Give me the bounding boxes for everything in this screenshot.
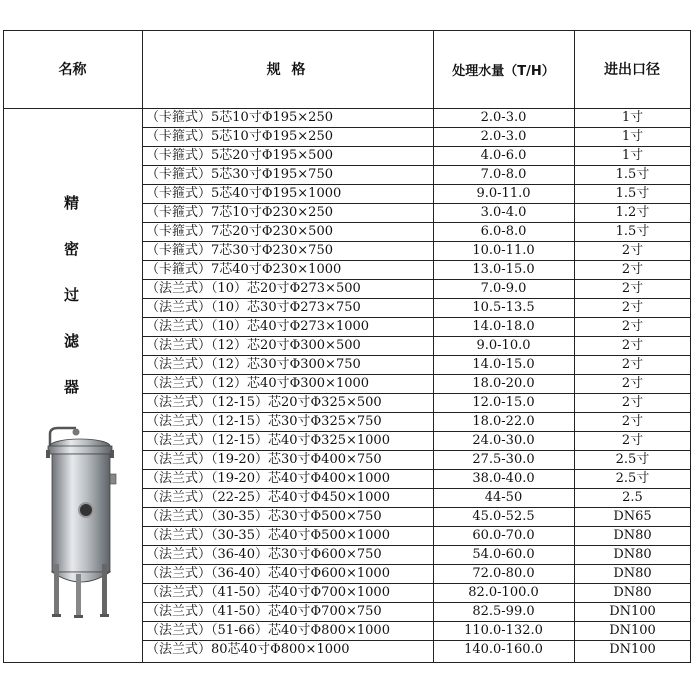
row-port: DN80	[613, 547, 652, 562]
row-port: 2寸	[621, 243, 644, 258]
row-port: 1寸	[621, 110, 644, 125]
row-spec: （卡箍式）5芯40寸Φ195×1000	[146, 186, 342, 201]
row-port: 1.5寸	[615, 186, 650, 201]
row-divider	[142, 203, 690, 204]
row-divider	[142, 602, 690, 603]
row-flow: 14.0-18.0	[472, 319, 535, 334]
row-port: 2寸	[621, 414, 644, 429]
filter-housing-image	[36, 424, 120, 618]
row-divider	[142, 431, 690, 432]
row-flow: 54.0-60.0	[472, 547, 535, 562]
row-flow: 110.0-132.0	[464, 623, 543, 638]
row-flow: 45.0-52.5	[472, 509, 535, 524]
row-flow: 9.0-11.0	[476, 186, 531, 201]
row-port: 2.5寸	[615, 452, 650, 467]
row-divider	[142, 184, 690, 185]
product-name-char: 滤	[64, 332, 80, 350]
header-name: 名称	[58, 62, 87, 78]
row-divider	[142, 336, 690, 337]
row-flow: 7.0-8.0	[480, 167, 527, 182]
row-flow: 18.0-20.0	[472, 376, 535, 391]
row-divider	[142, 545, 690, 546]
row-port: 2.5	[622, 490, 643, 505]
product-name-char: 过	[64, 286, 80, 304]
row-flow: 82.5-99.0	[472, 604, 535, 619]
row-spec: （法兰式）（12）芯40寸Φ300×1000	[146, 376, 370, 391]
row-spec: （法兰式）80芯40寸Φ800×1000	[146, 642, 350, 657]
product-name-char: 精	[64, 194, 80, 212]
row-flow: 10.0-11.0	[472, 243, 535, 258]
row-spec: （法兰式）（36-40）芯30寸Φ600×750	[146, 547, 382, 562]
row-flow: 140.0-160.0	[464, 642, 543, 657]
row-port: 2寸	[621, 357, 644, 372]
row-spec: （法兰式）（10）芯40寸Φ273×1000	[146, 319, 370, 334]
row-spec: （法兰式）（19-20）芯30寸Φ400×750	[146, 452, 382, 467]
row-divider	[142, 355, 690, 356]
row-spec: （卡箍式）7芯40寸Φ230×1000	[146, 262, 342, 277]
row-flow: 60.0-70.0	[472, 528, 535, 543]
row-divider	[142, 165, 690, 166]
row-spec: （法兰式）（12）芯20寸Φ300×500	[146, 338, 361, 353]
row-flow: 13.0-15.0	[472, 262, 535, 277]
row-spec: （法兰式）（22-25）芯40寸Φ450×1000	[146, 490, 390, 505]
header-spec: 规 格	[266, 62, 309, 78]
row-spec: （法兰式）（10）芯20寸Φ273×500	[146, 281, 361, 296]
row-spec: （卡箍式）5芯30寸Φ195×750	[146, 167, 333, 182]
row-spec: （卡箍式）5芯20寸Φ195×500	[146, 148, 333, 163]
row-divider	[142, 450, 690, 451]
row-divider	[142, 488, 690, 489]
row-port: 1寸	[621, 148, 644, 163]
row-spec: （法兰式）（12）芯30寸Φ300×750	[146, 357, 361, 372]
row-spec: （卡箍式）7芯20寸Φ230×500	[146, 224, 333, 239]
row-port: 2寸	[621, 300, 644, 315]
row-port: 2寸	[621, 281, 644, 296]
row-port: 1寸	[621, 129, 644, 144]
row-flow: 27.5-30.0	[472, 452, 535, 467]
row-divider	[142, 222, 690, 223]
row-divider	[142, 640, 690, 641]
row-flow: 2.0-3.0	[480, 129, 527, 144]
row-divider	[142, 507, 690, 508]
header-flow: 处理水量（T/H）	[452, 63, 555, 79]
row-flow: 12.0-15.0	[472, 395, 535, 410]
row-port: DN100	[609, 642, 656, 657]
row-divider	[142, 260, 690, 261]
row-port: 2.5寸	[615, 471, 650, 486]
row-spec: （法兰式）（19-20）芯40寸Φ400×1000	[146, 471, 390, 486]
row-port: 2寸	[621, 433, 644, 448]
col-divider-name	[142, 30, 143, 663]
row-flow: 3.0-4.0	[480, 205, 527, 220]
row-flow: 6.0-8.0	[480, 224, 527, 239]
product-name-char: 密	[64, 240, 80, 258]
row-spec: （卡箍式）7芯30寸Φ230×750	[146, 243, 333, 258]
row-divider	[142, 621, 690, 622]
row-flow: 72.0-80.0	[472, 566, 535, 581]
row-spec: （法兰式）（51-66）芯40寸Φ800×1000	[146, 623, 390, 638]
row-spec: （法兰式）（12-15）芯40寸Φ325×1000	[146, 433, 390, 448]
row-divider	[142, 127, 690, 128]
row-divider	[142, 374, 690, 375]
row-port: DN80	[613, 566, 652, 581]
row-flow: 2.0-3.0	[480, 110, 527, 125]
row-spec: （卡箍式）7芯10寸Φ230×250	[146, 205, 333, 220]
row-divider	[142, 412, 690, 413]
row-divider	[142, 279, 690, 280]
row-spec: （法兰式）（10）芯30寸Φ273×750	[146, 300, 361, 315]
row-port: 1.5寸	[615, 224, 650, 239]
row-spec: （卡箍式）5芯10寸Φ195×250	[146, 129, 333, 144]
row-port: DN100	[609, 623, 656, 638]
row-port: 2寸	[621, 262, 644, 277]
row-spec: （卡箍式）5芯10寸Φ195×250	[146, 110, 333, 125]
row-spec: （法兰式）（12-15）芯20寸Φ325×500	[146, 395, 382, 410]
row-spec: （法兰式）（30-35）芯40寸Φ500×1000	[146, 528, 390, 543]
row-divider	[142, 298, 690, 299]
row-flow: 38.0-40.0	[472, 471, 535, 486]
row-port: 2寸	[621, 395, 644, 410]
row-port: 2寸	[621, 338, 644, 353]
row-port: DN80	[613, 528, 652, 543]
row-divider	[142, 469, 690, 470]
row-flow: 10.5-13.5	[472, 300, 535, 315]
row-port: 1.2寸	[615, 205, 650, 220]
row-port: 1.5寸	[615, 167, 650, 182]
row-spec: （法兰式）（30-35）芯30寸Φ500×750	[146, 509, 382, 524]
product-name-char: 器	[64, 378, 80, 396]
row-port: 2寸	[621, 319, 644, 334]
row-flow: 24.0-30.0	[472, 433, 535, 448]
row-port: 2寸	[621, 376, 644, 391]
row-flow: 9.0-10.0	[476, 338, 531, 353]
row-port: DN80	[613, 585, 652, 600]
row-divider	[142, 583, 690, 584]
row-spec: （法兰式）（41-50）芯40寸Φ700×750	[146, 604, 382, 619]
row-port: DN65	[613, 509, 652, 524]
row-spec: （法兰式）（12-15）芯30寸Φ325×750	[146, 414, 382, 429]
row-port: DN100	[609, 604, 656, 619]
row-spec: （法兰式）（36-40）芯40寸Φ600×1000	[146, 566, 390, 581]
row-flow: 7.0-9.0	[480, 281, 527, 296]
table-left-border	[3, 30, 4, 663]
row-divider	[142, 241, 690, 242]
row-divider	[142, 564, 690, 565]
row-divider	[142, 317, 690, 318]
row-spec: （法兰式）（41-50）芯40寸Φ700×1000	[146, 585, 390, 600]
row-divider	[142, 393, 690, 394]
row-flow: 82.0-100.0	[468, 585, 539, 600]
row-flow: 4.0-6.0	[480, 148, 527, 163]
row-flow: 44-50	[484, 490, 523, 505]
row-divider	[142, 146, 690, 147]
table-bottom-border	[3, 662, 691, 663]
row-flow: 18.0-22.0	[472, 414, 535, 429]
header-port: 进出口径	[604, 62, 660, 78]
row-flow: 14.0-15.0	[472, 357, 535, 372]
row-divider	[142, 526, 690, 527]
